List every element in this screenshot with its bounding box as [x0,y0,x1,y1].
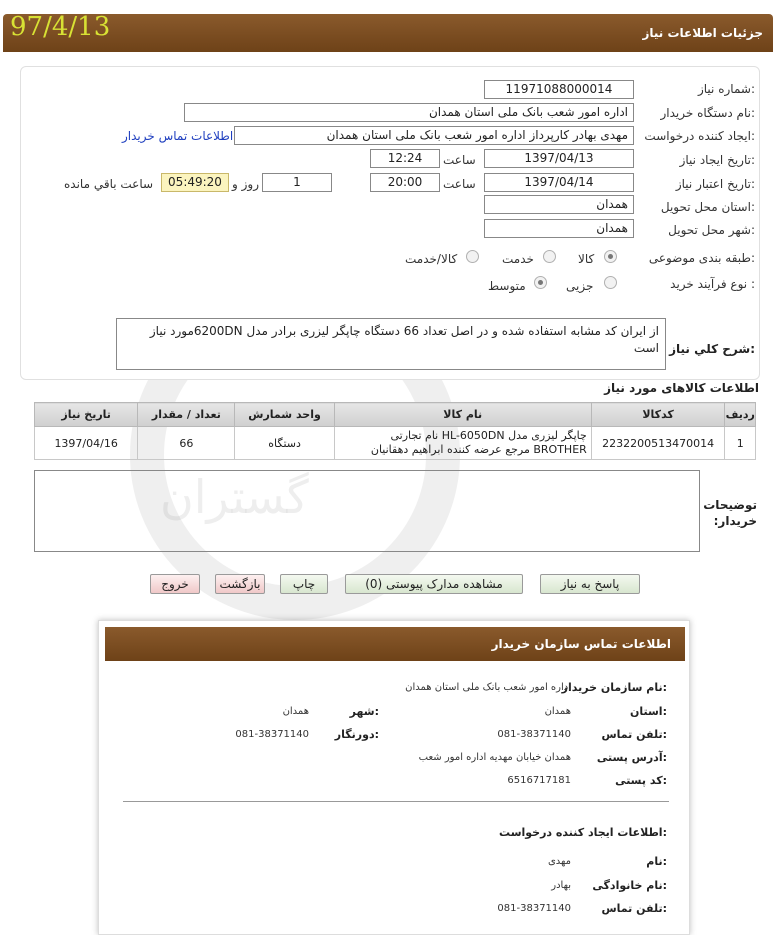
col-date: تاریخ نیاز [35,403,138,427]
category-option-goods-service: کالا/خدمت [405,252,458,266]
province-field: همدان [484,195,634,214]
category-radio-goods-service[interactable] [466,250,479,263]
contact-address-label: آدرس پستی: [596,751,667,764]
create-date-label: تاریخ ایجاد نیاز: [679,153,755,167]
process-option-minor: جزیی [566,279,594,293]
process-label: نوع فرآیند خرید : [670,277,755,291]
contact-city-label: شهر: [349,705,379,718]
page-header [3,14,773,52]
attachments-button[interactable]: مشاهده مدارک پیوستی (0) [345,574,523,594]
cell-name: چاپگر لیزری مدل HL-6050DN نام تجارتی BROTHER مرجع عرضه کننده ابراهیم دهقانیان [334,427,591,460]
contact-divider [123,801,669,802]
valid-date-field: 1397/04/14 [484,173,634,192]
process-radio-minor[interactable] [604,276,617,289]
category-radio-service[interactable] [543,250,556,263]
valid-date-label: تاریخ اعتبار نیاز: [675,177,755,191]
reply-button[interactable]: پاسخ به نیاز [540,574,640,594]
cell-date: 1397/04/16 [35,427,138,460]
creator-phone-label: تلفن تماس: [601,902,667,915]
col-name: نام کالا [334,403,591,427]
valid-time-field: 20:00 [370,173,440,192]
col-unit: واحد شمارش [235,403,334,427]
contact-province-label: استان: [629,705,667,718]
valid-time-label: ساعت [443,177,476,191]
buyer-notes-label: توضیحات خریدار: [703,498,757,528]
print-button[interactable]: چاپ [280,574,328,594]
city-field: همدان [484,219,634,238]
category-label: طبقه بندی موضوعی: [648,251,755,265]
description-label: شرح کلي نياز: [669,342,755,356]
items-table [34,402,756,460]
creator-field: مهدی بهادر کارپرداز اداره امور شعب بانک ملی استان همدان [234,126,634,145]
create-date-field: 1397/04/13 [484,149,634,168]
buyer-contact-card [98,620,690,935]
category-radio-goods[interactable] [604,250,617,263]
col-row: ردیف [725,403,756,427]
buyer-notes-field [34,470,700,552]
contact-card-title: اطلاعات تماس سازمان خریدار [105,627,685,661]
province-label: استان محل تحویل: [660,200,755,214]
contact-postal-label: کد پستی: [615,774,667,787]
days-label: روز و [232,177,259,191]
remaining-days-field: 1 [262,173,332,192]
creator-phone-value: 081-38371140 [497,903,571,914]
category-option-service: خدمت [502,252,534,266]
page-title: جزئیات اطلاعات نیاز [642,26,763,40]
category-option-goods: کالا [578,252,595,266]
items-section-title: اطلاعات کالاهای مورد نیاز [604,381,759,395]
creator-first-name-value: مهدی [547,856,571,867]
date-stamp: 97/4/13 [10,12,111,42]
creator-info-title: اطلاعات ایجاد کننده درخواست: [499,826,667,839]
process-radio-medium[interactable] [534,276,547,289]
contact-org-value: اداره امور شعب بانک ملی استان همدان [405,682,571,693]
creator-first-name-label: نام: [646,855,667,868]
col-code: کدکالا [591,403,725,427]
creator-last-name-value: بهادر [551,880,571,891]
create-time-label: ساعت [443,153,476,167]
buyer-contact-link[interactable]: اطلاعات تماس خریدار [122,129,234,143]
table-row [35,427,756,460]
contact-org-label: نام سازمان خریدار: [561,681,667,694]
remaining-time-field: 05:49:20 [161,173,229,192]
contact-phone-value: 081-38371140 [497,729,571,740]
col-qty: تعداد / مقدار [138,403,235,427]
items-header-row [35,403,756,427]
city-label: شهر محل تحویل: [668,223,755,237]
cell-unit: دستگاه [235,427,334,460]
watermark-text: گستران [160,470,309,524]
creator-last-name-label: نام خانوادگی: [592,879,667,892]
buyer-org-field: اداره امور شعب بانک ملی استان همدان [184,103,634,122]
contact-city-value: همدان [282,706,309,717]
exit-button[interactable]: خروج [150,574,200,594]
need-number-label: شماره نیاز: [697,82,755,96]
contact-phone-label: تلفن تماس: [601,728,667,741]
buyer-org-label: نام دستگاه خریدار: [660,106,755,120]
process-option-medium: متوسط [488,279,526,293]
back-button[interactable]: بازگشت [215,574,265,594]
cell-code: 2232200513470014 [591,427,725,460]
remaining-label: ساعت باقي مانده [64,177,154,191]
cell-qty: 66 [138,427,235,460]
contact-fax-label: دورنگار: [334,728,379,741]
creator-label: ایجاد کننده درخواست: [644,129,755,143]
cell-row: 1 [725,427,756,460]
need-number-field: 11971088000014 [484,80,634,99]
contact-postal-value: 6516717181 [507,775,571,786]
create-time-field: 12:24 [370,149,440,168]
contact-fax-value: 081-38371140 [235,729,309,740]
contact-province-value: همدان [544,706,571,717]
description-field: از ایران کد مشابه استفاده شده و در اصل تعداد 66 دستگاه چاپگر لیزری برادر مدل 6200DNمورد نیاز است [116,318,666,370]
contact-address-value: همدان خیابان مهدیه اداره امور شعب [418,752,571,763]
